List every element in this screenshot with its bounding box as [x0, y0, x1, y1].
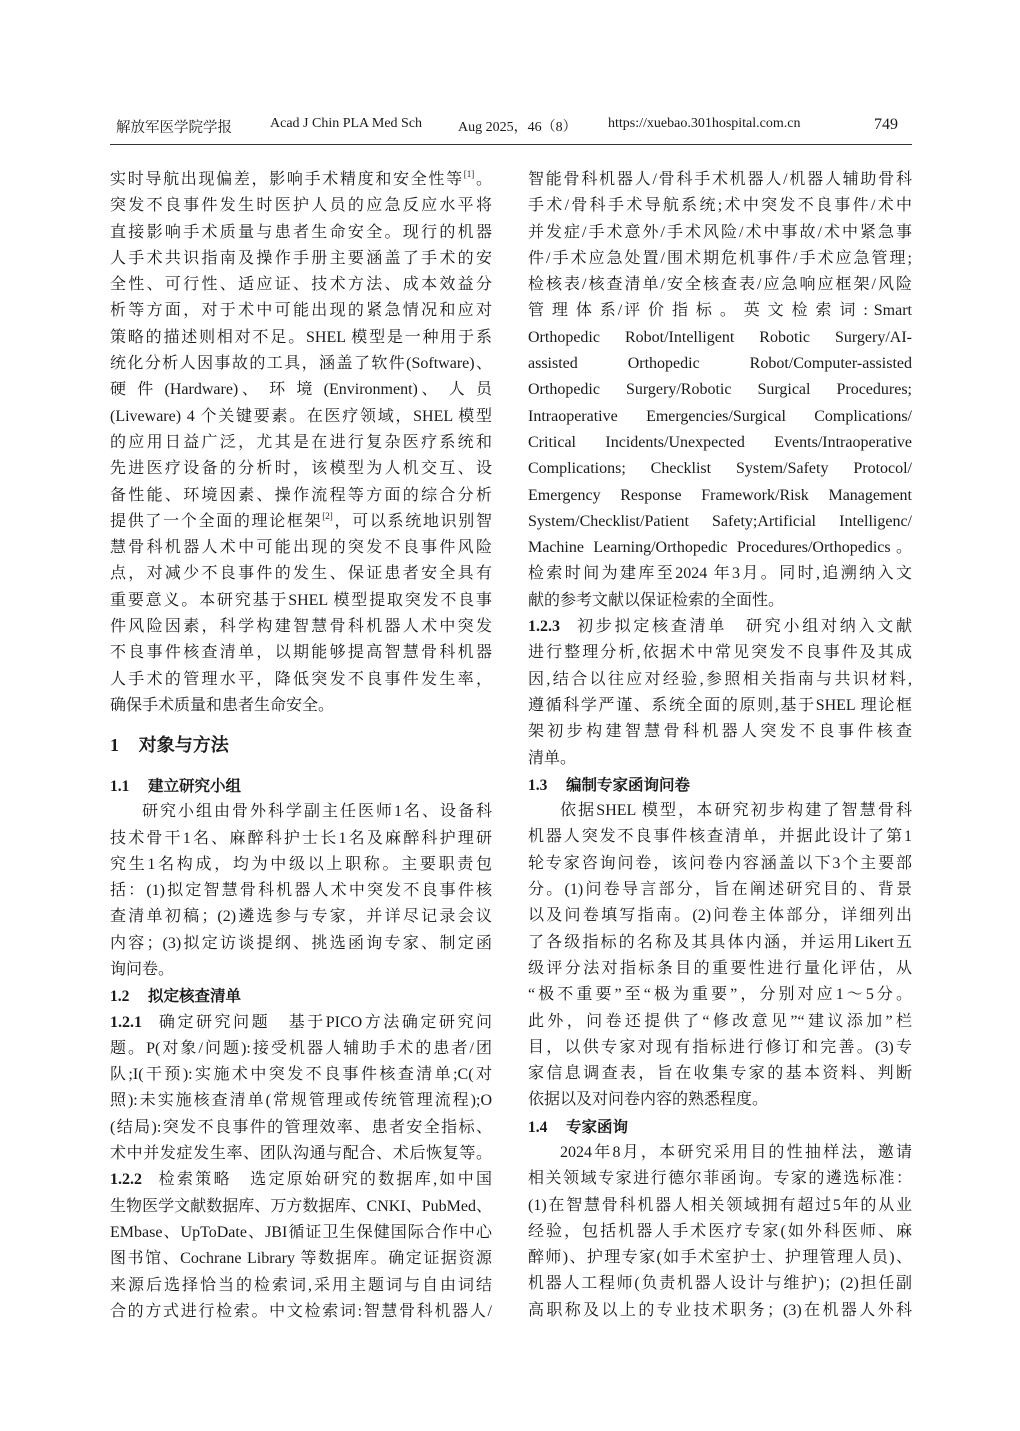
- text-line: 括：(1)拟定智慧骨科机器人术中突发不良事件核: [110, 882, 492, 900]
- text-line: EMbase、UpToDate、JBI循证卫生保健国际合作中心: [110, 1223, 492, 1241]
- text-line: (1)在智慧骨科机器人相关领域拥有超过5年的从业: [528, 1196, 912, 1214]
- text-line: 智能骨科机器人/骨科手术机器人/机器人辅助骨科: [528, 171, 912, 188]
- text-line: Complications; Checklist System/Safety Protocol/: [528, 460, 912, 478]
- left-column: [110, 167, 492, 1325]
- journal-url[interactable]: https://xuebao.301hospital.com.cn: [608, 116, 801, 131]
- subsection-number: 1.2.1: [110, 1013, 142, 1031]
- text-line: 检核表/核查清单/安全核查表/应急响应框架/风险: [528, 276, 912, 294]
- heading-number: 1.3: [528, 776, 548, 794]
- text-line: [110, 1010, 492, 1036]
- citation-ref: [1]: [463, 169, 475, 179]
- text-line: 全性、可行性、适应证、技术方法、成本效益分: [110, 276, 492, 294]
- heading-number: 1.1: [110, 777, 130, 795]
- text-line: 检索时间为建库至2024 年3月。同时,追溯纳入文: [528, 565, 912, 583]
- page-number: 749: [874, 116, 898, 133]
- text-line: 生物医学文献数据库、万方数据库、CNKI、PubMed、: [110, 1197, 492, 1215]
- text-line: 机器人工程师(负责机器人设计与维护)；(2)担任副: [528, 1275, 912, 1293]
- text-line: Intraoperative Emergencies/Surgical Complications/: [528, 407, 912, 425]
- heading-title: 专家函询: [565, 1117, 628, 1136]
- text-line: Critical Incidents/Unexpected Events/Intraoperative: [528, 433, 912, 451]
- heading-title: 拟定核查清单: [147, 987, 241, 1006]
- text-line: 研究小组由骨外科学副主任医师1名、设备科: [142, 803, 492, 821]
- subsection-heading: [110, 983, 492, 1009]
- text-line: 统化分析人因事故的工具，涵盖了软件(Software)、: [110, 355, 492, 373]
- text-line: 轮专家咨询问卷，该问卷内容涵盖以下3个主要部: [528, 854, 912, 872]
- text-line: 术中并发症发生率、团队沟通与配合、术后恢复等。: [110, 1145, 492, 1163]
- text-line: 依据以及对问卷内容的熟悉程度。: [528, 1091, 769, 1109]
- text-line: 家信息调查表，旨在收集专家的基本资料、判断: [528, 1065, 912, 1083]
- header-rule: [110, 144, 912, 145]
- subsection-heading: [528, 1114, 912, 1140]
- heading-number: 1.2: [110, 988, 130, 1006]
- subsection-number: 1.2.2: [110, 1171, 142, 1189]
- text-line: 清单。: [528, 749, 577, 767]
- text-line: 的应用日益广泛，尤其是在进行复杂医疗系统和: [110, 433, 492, 451]
- text-line: 究生1名构成，均为中级以上职称。主要职责包: [110, 855, 492, 873]
- text-run: 。: [474, 171, 492, 188]
- text-run: ，可以系统地识别智: [332, 512, 492, 530]
- subsection-heading: [528, 772, 912, 798]
- text-line: 突发不良事件发生时医护人员的应急反应水平将: [110, 197, 492, 215]
- text-line: 备性能、环境因素、操作流程等方面的综合分析: [110, 486, 492, 504]
- text-line: (Liveware) 4 个关键要素。在医疗领域，SHEL 模型: [110, 407, 492, 425]
- text-line: “极不重要”至“极为重要”，分别对应1～5分。: [528, 986, 912, 1004]
- text-line: 合的方式进行检索。中文检索词:智慧骨科机器人/: [110, 1302, 492, 1320]
- subsection-heading: [110, 773, 492, 799]
- text-line: 图书馆、Cochrane Library 等数据库。确定证据资源: [110, 1250, 492, 1268]
- text-line: 内容；(3)拟定访谈提纲、挑选函询专家、制定函: [110, 934, 492, 952]
- paragraph: [110, 799, 492, 983]
- text-line: 高职称及以上的专业技术职务；(3)在机器人外科: [528, 1301, 912, 1319]
- text-line: 确保手术质量和患者生命安全。: [110, 696, 335, 714]
- text-run: 提供了一个全面的理论框架: [110, 512, 323, 530]
- paragraph: [110, 167, 492, 719]
- paragraph: [528, 798, 912, 1114]
- text-line: 人手术的管理水平，降低突发不良事件发生率，: [110, 670, 492, 688]
- text-line: 件/手术应急处置/围术期危机事件/手术应急管理;: [528, 249, 912, 267]
- paragraph: [110, 1010, 492, 1168]
- paragraph: [110, 1167, 492, 1325]
- text-line: Orthopedic Surgery/Robotic Surgical Procedures;: [528, 381, 912, 399]
- text-line: (结局):突发不良事件的管理效率、患者安全指标、: [110, 1118, 492, 1136]
- citation-ref: [2]: [322, 510, 333, 521]
- paragraph: [528, 1140, 912, 1324]
- text-line: 询问卷。: [110, 961, 175, 978]
- text-line: 机器人突发不良事件核查清单，并据此设计了第1: [528, 828, 912, 846]
- text-line: 架初步构建智慧骨科机器人突发不良事件核查: [528, 723, 912, 741]
- text-line: 管 理 体 系/评 价 指 标 。 英 文 检 索 词 : Smart: [528, 302, 912, 320]
- heading-number: 1.4: [528, 1118, 548, 1136]
- text-line: 级评分法对指标条目的重要性进行量化评估，从: [528, 959, 912, 977]
- journal-name-cn: 解放军医学院学报: [116, 120, 232, 136]
- heading-title: 建立研究小组: [147, 776, 241, 795]
- text-line: 因,结合以往应对经验,参照相关指南与共识材料,: [528, 670, 912, 688]
- text-line: 醉师)、护理专家(如手术室护士、护理管理人员)、: [528, 1249, 912, 1267]
- text-line: 以及问卷填写指南。(2)问卷主体部分，详细列出: [528, 907, 912, 925]
- text-line: 照):未实施核查清单(常规管理或传统管理流程);O: [110, 1092, 492, 1110]
- heading-title: 对象与方法: [138, 735, 229, 757]
- text-line: [110, 1167, 492, 1193]
- text-line: [110, 167, 492, 193]
- text-line: 并发症/手术意外/手术风险/术中事故/术中紧急事: [528, 223, 912, 241]
- text-line: 人手术共识指南及操作手册主要涵盖了手术的安: [110, 249, 492, 267]
- text-line: 硬 件 (Hardware)、 环 境 (Environment)、 人 员: [110, 381, 492, 399]
- text-line: 查清单初稿；(2)遴选参与专家，并详尽记录会议: [110, 908, 492, 926]
- heading-number: 1: [110, 735, 119, 756]
- text-run: 确定研究问题 基于PICO方法确定研究问: [156, 1013, 492, 1031]
- text-line: 题。P(对象/问题):接受机器人辅助手术的患者/团: [110, 1039, 492, 1057]
- text-line: 重要意义。本研究基于SHEL 模型提取突发不良事: [110, 591, 492, 609]
- journal-name-en: Acad J Chin PLA Med Sch: [270, 116, 423, 131]
- text-line: System/Checklist/Patient Safety;Artificial Intelligenc/: [528, 512, 912, 530]
- text-line: 慧骨科机器人术中可能出现的突发不良事件风险: [110, 539, 492, 557]
- text-line: 此外，问卷还提供了“修改意见”“建议添加”栏: [528, 1012, 912, 1030]
- text-line: 来源后选择恰当的检索词,采用主题词与自由词结: [110, 1276, 492, 1294]
- text-line: 献的参考文献以保证检索的全面性。: [528, 591, 785, 609]
- text-run: 实时导航出现偏差，影响手术精度和安全性等: [110, 171, 464, 188]
- paragraph: [528, 167, 912, 614]
- text-line: assisted Orthopedic Robot/Computer-assisted: [528, 355, 912, 373]
- text-line: Emergency Response Framework/Risk Management: [528, 486, 912, 504]
- text-line: Orthopedic Robot/Intelligent Robotic Surgery/AI-: [528, 328, 912, 346]
- text-run: 检索策略 选定原始研究的数据库,如中国: [156, 1171, 492, 1189]
- text-line: 经验，包括机器人手术医疗专家(如外科医师、麻: [528, 1222, 912, 1240]
- text-line: 手术/骨科手术导航系统;术中突发不良事件/术中: [528, 197, 912, 215]
- text-line: 依据SHEL 模型，本研究初步构建了智慧骨科: [560, 802, 912, 820]
- text-line: Machine Learning/Orthopedic Procedures/Orthopedics。: [528, 539, 912, 557]
- text-line: 不良事件核查清单，以期能够提高智慧骨科机器: [110, 644, 492, 662]
- text-line: 策略的描述则相对不足。SHEL 模型是一种用于系: [110, 328, 492, 346]
- text-line: 析等方面，对于术中可能出现的紧急情况和应对: [110, 302, 492, 320]
- text-line: 相关领域专家进行德尔菲函询。专家的遴选标准：: [528, 1170, 912, 1188]
- section-heading: [110, 719, 492, 773]
- text-line: [110, 509, 492, 535]
- text-line: 技术骨干1名、麻醉科护士长1名及麻醉科护理研: [110, 829, 492, 847]
- text-line: 先进医疗设备的分析时，该模型为人机交互、设: [110, 460, 492, 478]
- text-line: [528, 614, 912, 640]
- issue-info: Aug 2025，46（8）: [458, 120, 577, 135]
- text-line: 目，以供专家对现有指标进行修订和完善。(3)专: [528, 1038, 912, 1056]
- text-run: 初步拟定核查清单 研究小组对纳入文献: [574, 618, 912, 636]
- heading-title: 编制专家函询问卷: [565, 775, 690, 794]
- text-line: 遵循科学严谨、系统全面的原则,基于SHEL 理论框: [528, 696, 912, 714]
- text-line: 队;I(干预):实施术中突发不良事件核查清单;C(对: [110, 1066, 492, 1084]
- right-column: [528, 167, 912, 1324]
- text-line: 分。(1)问卷导言部分，旨在阐述研究目的、背景: [528, 881, 912, 899]
- text-line: 点，对减少不良事件的发生、保证患者安全具有: [110, 565, 492, 583]
- text-line: 直接影响手术质量与患者生命安全。现行的机器: [110, 223, 492, 241]
- paragraph: [528, 614, 912, 772]
- subsection-number: 1.2.3: [528, 618, 560, 636]
- text-line: 了各级指标的名称及其具体内涵，并运用Likert五: [528, 933, 912, 951]
- text-line: 件风险因素，科学构建智慧骨科机器人术中突发: [110, 618, 492, 636]
- text-line: 2024年8月，本研究采用目的性抽样法，邀请: [560, 1143, 912, 1161]
- text-line: 进行整理分析,依据术中常见突发不良事件及其成: [528, 644, 912, 662]
